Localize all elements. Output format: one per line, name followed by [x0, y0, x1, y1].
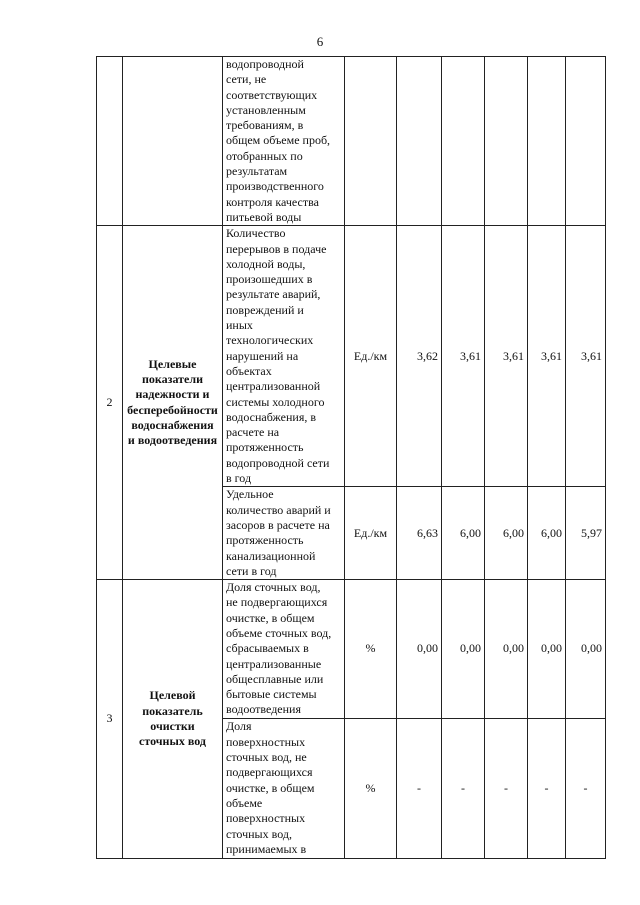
value-cell: 6,63 [397, 487, 442, 580]
value-cell: 3,62 [397, 226, 442, 487]
value-cell: - [485, 718, 528, 858]
value-cell [528, 57, 566, 226]
indicator-description-cell [223, 226, 345, 487]
description-line: расчете на [226, 425, 280, 440]
description-line: технологических [226, 333, 314, 348]
value-cell: 6,00 [485, 487, 528, 580]
description-line: нарушений на [226, 348, 299, 363]
description-line: в год [226, 471, 252, 486]
value-cell [397, 57, 442, 226]
description-line: отобранных по [226, 148, 303, 163]
description-line: подвергающихся [226, 765, 313, 780]
value-cell [566, 57, 606, 226]
group-line: надежности и [135, 387, 210, 402]
description-line: не подвергающихся [226, 595, 328, 610]
description-line: произошедших в [226, 272, 313, 287]
description-line: водоотведения [226, 702, 301, 717]
row-number-cell [97, 57, 123, 226]
description-line: сточных вод, [226, 826, 292, 841]
table-row [97, 57, 606, 226]
description-line: иных [226, 318, 253, 333]
description-line: общем объеме проб, [226, 133, 331, 148]
value-cell: - [442, 718, 485, 858]
description-line: принимаемых в [226, 841, 307, 856]
value-cell [485, 57, 528, 226]
description-line: сети, не [226, 72, 267, 87]
description-line: повреждений и [226, 302, 304, 317]
description-line: результате аварий, [226, 287, 321, 302]
description-line: требованиям, в [226, 118, 304, 133]
description-line: результатам [226, 164, 288, 179]
description-line: водопроводной [226, 57, 304, 71]
description-line: централизованные [226, 656, 322, 671]
description-line: централизованной [226, 379, 321, 394]
description-line: очистке, в общем [226, 780, 315, 795]
description-line: общесплавные или [226, 671, 324, 686]
unit-cell: % [345, 718, 397, 858]
value-cell: 0,00 [397, 580, 442, 719]
table-row [97, 580, 606, 719]
value-cell: - [397, 718, 442, 858]
row-number-cell: 3 [97, 580, 123, 859]
group-line: очистки [150, 718, 195, 733]
description-line: канализационной [226, 548, 316, 563]
description-line: Удельное [226, 487, 274, 502]
page-number: 6 [316, 34, 324, 49]
description-line: объектах [226, 363, 272, 378]
description-line: очистке, в общем [226, 610, 315, 625]
value-cell: 5,97 [566, 487, 606, 580]
description-line: водопроводной сети [226, 455, 330, 470]
description-line: питьевой воды [226, 209, 302, 224]
group-line: Целевой [149, 688, 196, 703]
description-line: системы холодного [226, 394, 325, 409]
value-cell: 0,00 [566, 580, 606, 719]
unit-cell: Ед./км [345, 487, 397, 580]
description-line: Доля [226, 719, 252, 734]
value-cell: - [566, 718, 606, 858]
description-line: Доля сточных вод, [226, 580, 321, 595]
value-cell: 6,00 [442, 487, 485, 580]
value-cell: 6,00 [528, 487, 566, 580]
group-line: бесперебойности [127, 402, 218, 417]
indicator-description-cell [223, 580, 345, 719]
description-line: поверхностных [226, 734, 306, 749]
group-line: показатели [141, 372, 204, 387]
value-cell: 0,00 [442, 580, 485, 719]
unit-cell: % [345, 580, 397, 719]
unit-cell: Ед./км [345, 226, 397, 487]
table-row [97, 226, 606, 487]
value-cell: 3,61 [566, 226, 606, 487]
description-line: сети в год [226, 563, 277, 578]
description-line: перерывов в подаче [226, 241, 327, 256]
description-line: Количество [226, 226, 286, 241]
unit-cell [345, 57, 397, 226]
row-number-cell: 2 [97, 226, 123, 580]
description-line: объеме [226, 795, 263, 810]
value-cell [442, 57, 485, 226]
indicator-group-cell [123, 580, 223, 859]
description-line: сточных вод, не [226, 750, 307, 765]
value-cell: 3,61 [528, 226, 566, 487]
group-line: сточных вод [139, 734, 206, 749]
description-line: производственного [226, 179, 324, 194]
indicator-group-cell [123, 57, 223, 226]
indicator-description-cell [223, 57, 345, 226]
value-cell: 3,61 [442, 226, 485, 487]
description-line: поверхностных [226, 811, 306, 826]
indicators-table [96, 56, 606, 859]
group-line: водоснабжения [131, 417, 214, 432]
description-line: протяженность [226, 440, 304, 455]
description-line: протяженность [226, 533, 304, 548]
description-line: объеме сточных вод, [226, 625, 332, 640]
description-line: водоснабжения, в [226, 409, 317, 424]
description-line: засоров в расчете на [226, 517, 330, 532]
value-cell: 0,00 [528, 580, 566, 719]
description-line: холодной воды, [226, 256, 306, 271]
description-line: соответствующих [226, 87, 318, 102]
group-line: Целевые [148, 356, 197, 371]
group-line: показатель [142, 703, 203, 718]
description-line: установленным [226, 102, 306, 117]
description-line: контроля качества [226, 194, 319, 209]
indicator-group-cell [123, 226, 223, 580]
indicator-description-cell [223, 487, 345, 580]
indicator-description-cell [223, 718, 345, 858]
description-line: количество аварий и [226, 502, 331, 517]
value-cell: 0,00 [485, 580, 528, 719]
value-cell: - [528, 718, 566, 858]
description-line: сбрасываемых в [226, 641, 309, 656]
description-line: бытовые системы [226, 687, 317, 702]
value-cell: 3,61 [485, 226, 528, 487]
group-line: и водоотведения [127, 433, 218, 448]
